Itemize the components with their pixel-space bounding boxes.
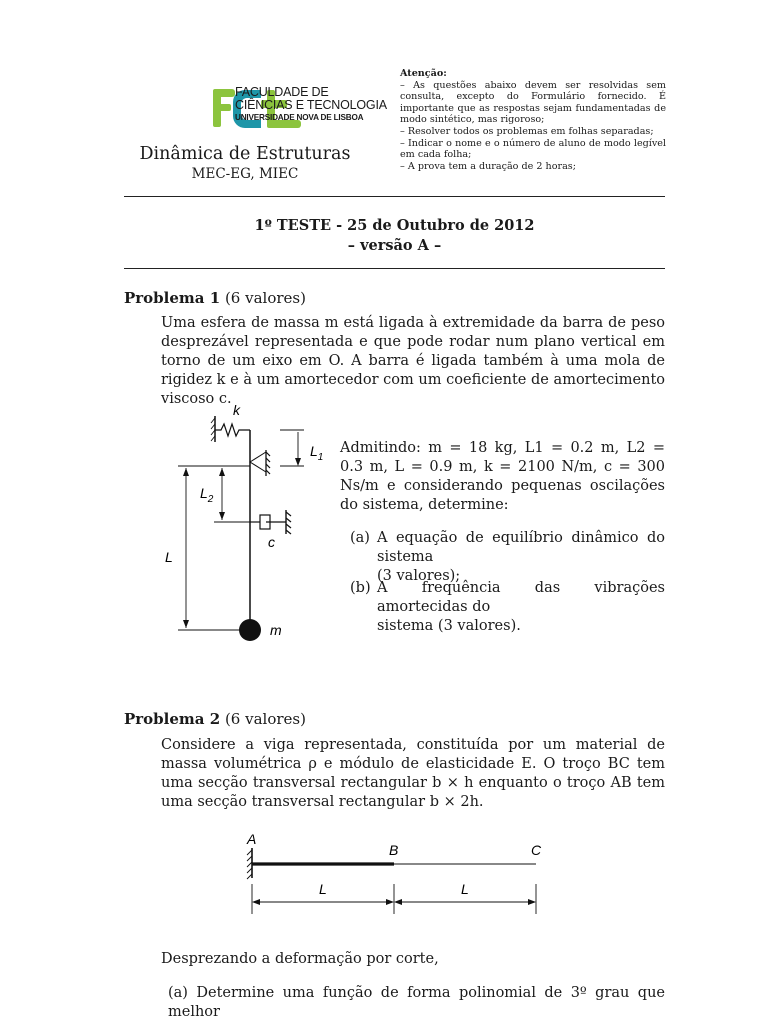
mass-sphere xyxy=(239,619,261,641)
item-label: (a) xyxy=(350,530,370,546)
problem-2-neglect: Desprezando a deformação por corte, xyxy=(161,951,439,967)
logo-letter-f xyxy=(213,89,235,127)
item-text-cont: sistema (3 valores). xyxy=(377,618,521,634)
test-version: – versão A – xyxy=(347,237,442,254)
label-L2-text: L xyxy=(200,485,208,501)
problem-2-title: Problema 2 xyxy=(124,710,221,728)
divider xyxy=(124,268,665,269)
label-A: A xyxy=(247,831,257,847)
problem-2-text: Considere a viga representada, constituída por um material de massa volumétrica ρ e módulo de elasticidade E. O troço BC tem uma secção transversal rectangular b × h enquanto o troço AB tem uma secção transversal rectangular b × 2h. xyxy=(161,737,665,810)
problem-1-figure xyxy=(160,398,330,648)
item-label: (b) xyxy=(350,580,371,596)
problem-2-points: (6 valores) xyxy=(224,710,306,728)
course-block xyxy=(124,144,366,182)
problem-2-heading xyxy=(124,710,306,728)
problem-2-item-a: (a) Determine uma função de forma polinomial de 3º grau que melhor xyxy=(168,985,665,1020)
label-L: L xyxy=(165,549,173,565)
institution-line-3: UNIVERSIDADE NOVA DE LISBOA xyxy=(235,113,364,122)
label-m: m xyxy=(270,622,282,638)
item-text-cont: (3 valores); xyxy=(377,568,461,584)
problem-1-points: (6 valores) xyxy=(224,289,306,307)
damper xyxy=(250,510,291,534)
attention-box xyxy=(400,68,666,172)
attention-line: – As questões abaixo devem ser resolvidas sem consulta, excepto do Formulário fornecido. É importante que as respostas sejam fundamentadas de modo sintético, mas rigoroso; xyxy=(400,79,666,126)
course-title: Dinâmica de Estruturas xyxy=(139,144,351,164)
attention-heading: Atenção: xyxy=(400,68,447,79)
label-k: k xyxy=(233,402,240,418)
spring xyxy=(215,424,250,436)
attention-line: – A prova tem a duração de 2 horas; xyxy=(400,160,576,172)
label-c: c xyxy=(268,534,275,550)
institution-line-2: CIÊNCIAS E TECNOLOGIA xyxy=(235,98,387,112)
problem-1-text: Uma esfera de massa m está ligada à extremidade da barra de peso desprezável representada e que pode rodar num plano vertical em torno de um eixo em O. A barra é ligada também à uma mola de rigidez k e à um amortecedor com um coeficiente de amortecimento viscoso c. xyxy=(161,315,665,407)
label-L1-sub: 1 xyxy=(317,452,324,463)
label-L-left: L xyxy=(319,881,327,897)
problem-1-item-b xyxy=(350,579,665,636)
item-text: A equação de equilíbrio dinâmico do sistema xyxy=(377,530,665,565)
label-L2 xyxy=(200,485,214,505)
pivot-support xyxy=(250,450,270,476)
institution-name xyxy=(235,86,387,123)
course-subtitle: MEC-EG, MIEC xyxy=(191,166,299,182)
label-L1 xyxy=(310,443,323,463)
attention-line: – Indicar o nome e o número de aluno de modo legível em cada folha; xyxy=(400,137,666,161)
problem-1-title: Problema 1 xyxy=(124,289,221,307)
institution-line-1: FACULDADE DE xyxy=(235,85,329,99)
problem-1-given: Admitindo: m = 18 kg, L1 = 0.2 m, L2 = 0.3 m, L = 0.9 m, k = 2100 N/m, c = 300 Ns/m e considerando pequenas oscilações do sistema, determine: xyxy=(340,440,665,513)
problem-2-figure xyxy=(234,828,554,918)
label-L-right: L xyxy=(461,881,469,897)
label-L1-text: L xyxy=(310,443,318,459)
item-text: A frequência das vibrações amortecidas do xyxy=(377,580,665,615)
divider xyxy=(124,196,665,197)
label-L2-sub: 2 xyxy=(207,494,214,505)
label-C: C xyxy=(531,842,542,858)
test-title: 1º TESTE - 25 de Outubro de 2012 xyxy=(254,217,535,234)
attention-line: – Resolver todos os problemas em folhas separadas; xyxy=(400,125,654,137)
problem-1-item-a xyxy=(350,529,665,586)
problem-1-heading xyxy=(124,289,306,307)
label-B: B xyxy=(389,842,399,858)
